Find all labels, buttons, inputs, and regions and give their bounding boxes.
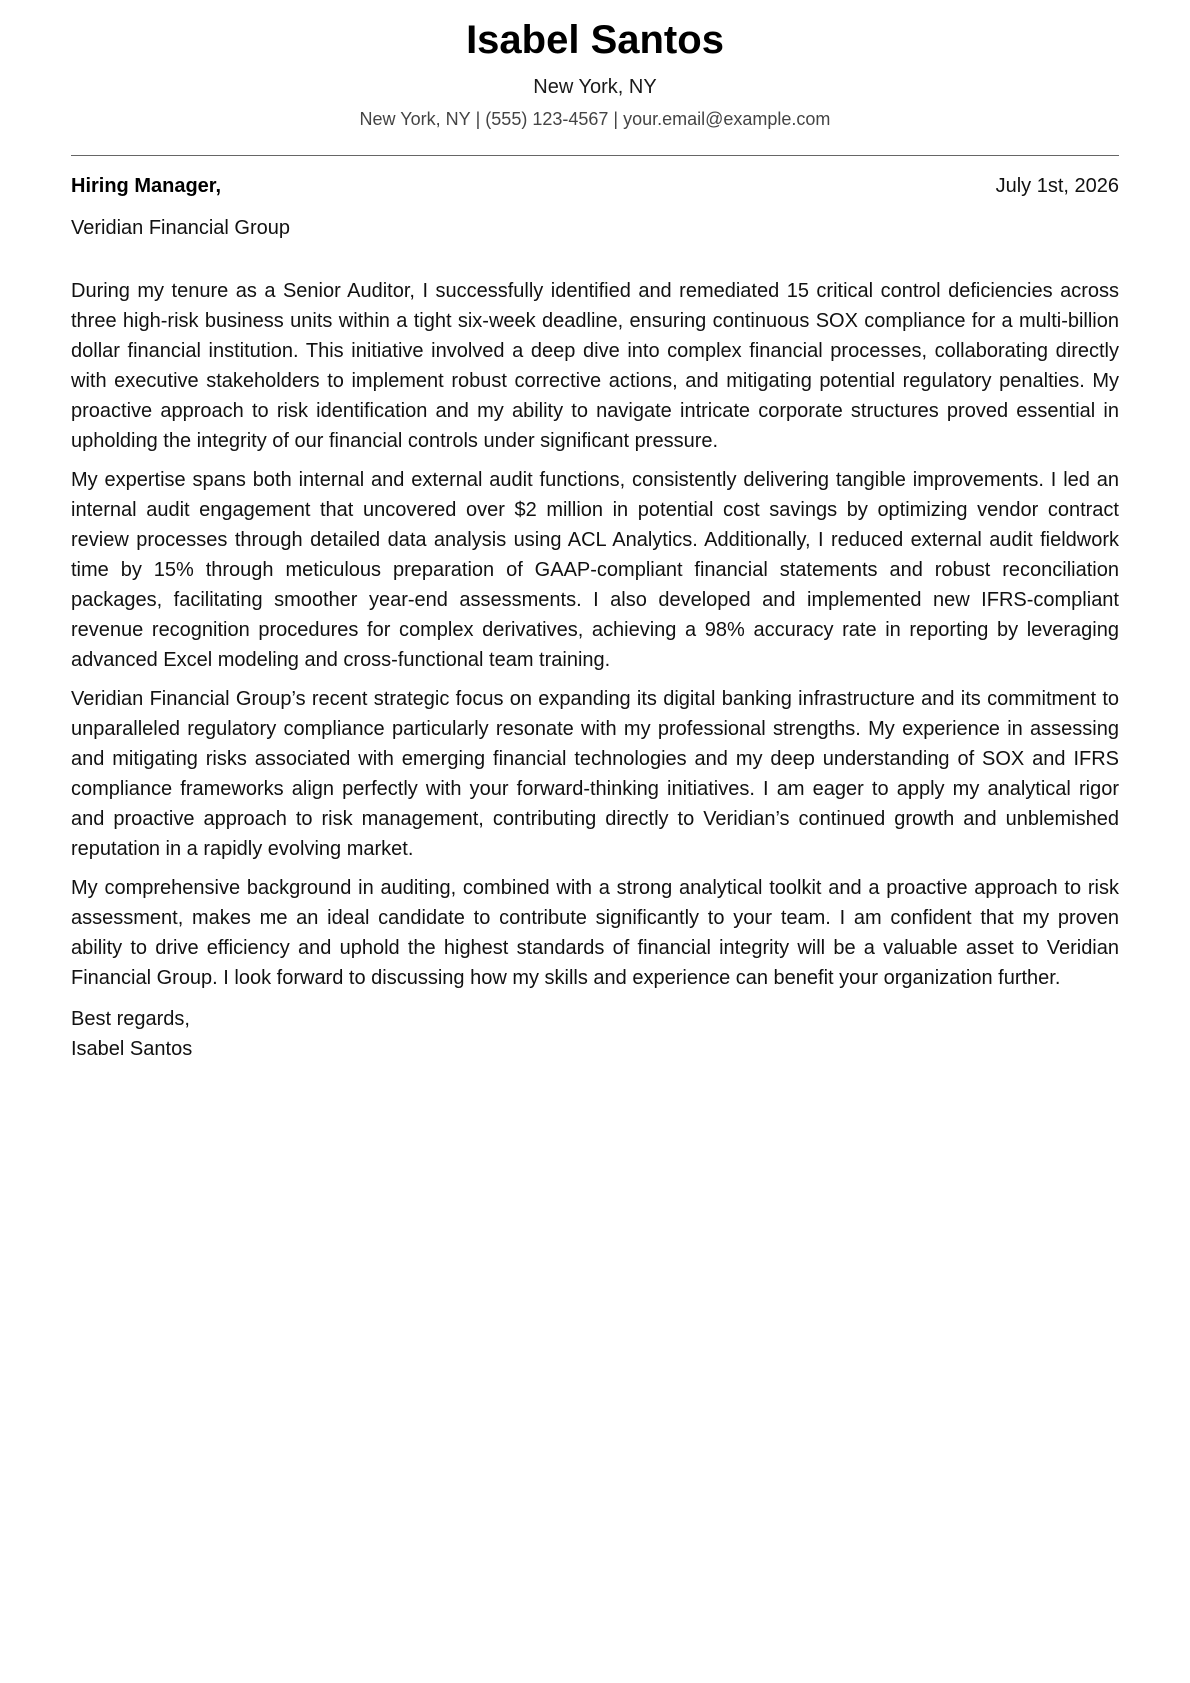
applicant-name: Isabel Santos <box>466 18 724 62</box>
body-paragraph: During my tenure as a Senior Auditor, I successfully identified and remediated 15 critical control deficiencies across three high-risk business units within a tight six-week deadline, ensuring continuous SOX compliance for a multi-billion dollar financial institution. This initiative involved a deep dive into complex financial processes, collaborating directly with executive stakeholders to implement robust corrective actions, and mitigating potential regulatory penalties. My proactive approach to risk identification and my ability to navigate intricate corporate structures proved essential in upholding the integrity of our financial controls under significant pressure. <box>71 280 1119 452</box>
salutation: Hiring Manager, <box>71 175 222 197</box>
body-paragraph: Veridian Financial Group’s recent strategic focus on expanding its digital banking infrastructure and its commitment to unparalleled regulatory compliance particularly resonate with my professional strengths. My experience in assessing and mitigating risks associated with emerging financial technologies and my deep understanding of SOX and IFRS compliance frameworks align perfectly with your forward-thinking initiatives. I am eager to apply my analytical rigor and proactive approach to risk management, contributing directly to Veridian’s continued growth and unblemished reputation in a rapidly evolving market. <box>71 688 1119 860</box>
contact-separator: | <box>475 109 481 129</box>
contact-phone: (555) 123-4567 <box>485 109 609 129</box>
body-paragraph: My expertise spans both internal and external audit functions, consistently delivering tangible improvements. I led an internal audit engagement that uncovered over $2 million in potential cost savings by optimizing vendor contract review processes through detailed data analysis using ACL Analytics. Additionally, I reduced external audit fieldwork time by 15% through meticulous preparation of GAAP-compliant financial statements and robust reconciliation packages, facilitating smoother year-end assessments. I also developed and implemented new IFRS-compliant revenue recognition procedures for complex derivatives, achieving a 98% accuracy rate in reporting by leveraging advanced Excel modeling and cross-functional team training. <box>71 469 1119 671</box>
letter-date: July 1st, 2026 <box>995 175 1119 197</box>
header-divider <box>71 155 1119 156</box>
contact-location: New York, NY <box>359 109 471 129</box>
contact-email: your.email@example.com <box>623 109 831 129</box>
signature-name: Isabel Santos <box>71 1038 193 1060</box>
salutation-date-row <box>71 173 1119 199</box>
body-paragraph: My comprehensive background in auditing, combined with a strong analytical toolkit and a proactive approach to risk assessment, makes me an ideal candidate to contribute significantly to your team. I am confident that my proven ability to drive efficiency and uphold the highest standards of financial integrity will be a valuable asset to Veridian Financial Group. I look forward to discussing how my skills and experience can benefit your organization further. <box>71 877 1119 989</box>
letter-body <box>71 276 1119 993</box>
contact-line <box>71 107 1119 131</box>
letter-header <box>71 0 1119 131</box>
closing-phrase: Best regards, <box>71 1008 190 1030</box>
recipient-company: Veridian Financial Group <box>71 217 291 239</box>
contact-separator: | <box>613 109 619 129</box>
letter-closing <box>71 1004 1119 1064</box>
applicant-location: New York, NY <box>533 76 657 98</box>
